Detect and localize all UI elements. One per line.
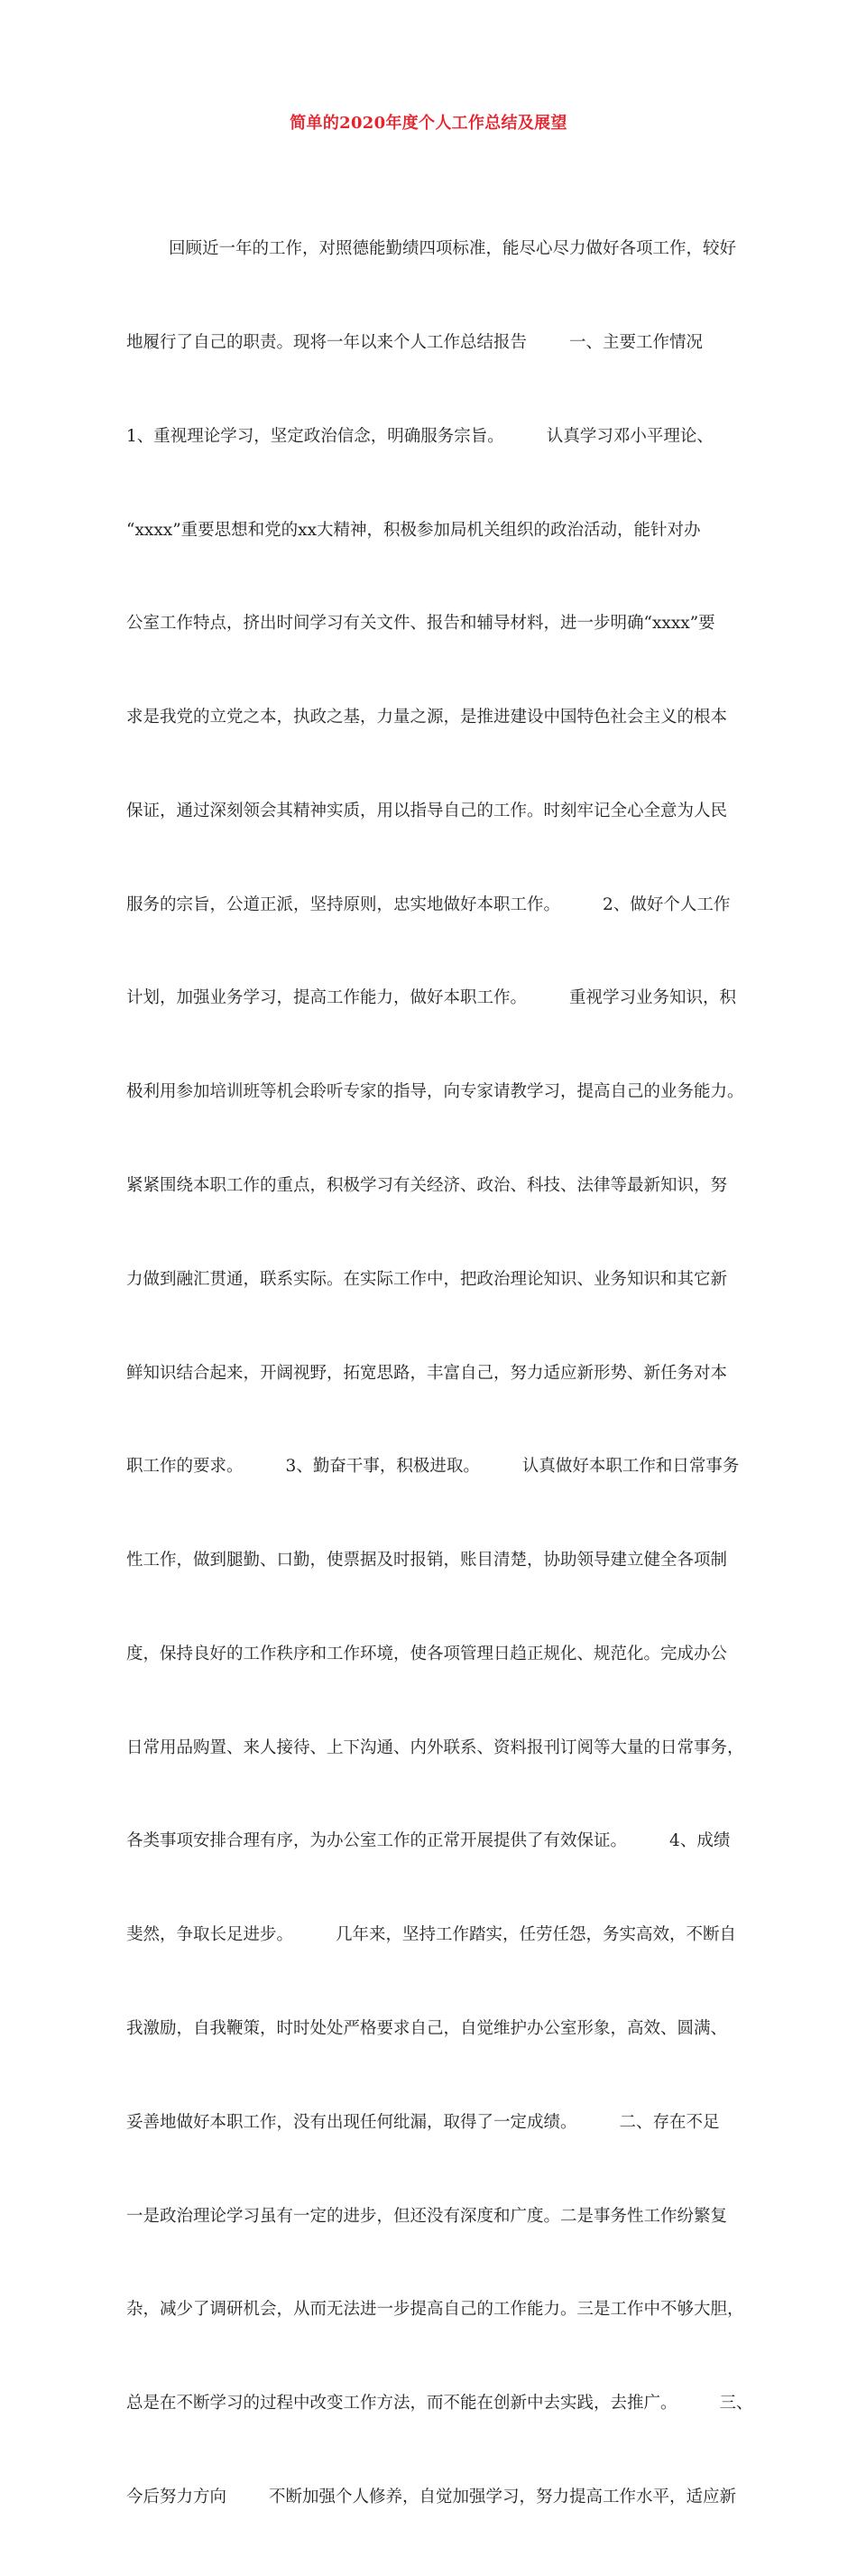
body-line-24: 总是在不断学习的过程中改变工作方法，而不能在创新中去实践，去推广。 三、 (126, 2394, 753, 2414)
body-line-18: 各类事项安排合理有序，为办公室工作的正常开展提供了有效保证。 4、成绩 (126, 1831, 731, 1851)
body-line-7: 保证，通过深刻领会其精神实质，用以指导自己的工作。时刻牢记全心全意为人民 (126, 801, 728, 820)
body-line-13: 鲜知识结合起来，开阔视野，拓宽思路，丰富自己，努力适应新形势、新任务对本 (126, 1363, 728, 1383)
body-line-25: 今后努力方向 不断加强个人修养，自觉加强学习，努力提高工作水平，适应新 (126, 2487, 737, 2507)
body-line-14: 职工作的要求。 3、勤奋干事，积极进取。 认真做好本职工作和日常事务 (126, 1457, 740, 1477)
body-line-23: 杂，减少了调研机会，从而无法进一步提高自己的工作能力。三是工作中不够大胆， (126, 2300, 744, 2320)
document-title: 简单的2020年度个人工作总结及展望 (290, 114, 567, 133)
document-body (126, 171, 753, 2576)
body-line-16: 度，保持良好的工作秩序和工作环境，使各项管理日趋正规化、规范化。完成办公 (126, 1644, 728, 1663)
body-line-21: 妥善地做好本职工作，没有出现任何纰漏，取得了一定成绩。 二、存在不足 (126, 2112, 720, 2132)
body-line-20: 我激励，自我鞭策，时时处处严格要求自己，自觉维护办公室形象，高效、圆满、 (126, 2019, 728, 2039)
body-line-11: 紧紧围绕本职工作的重点，积极学习有关经济、政治、科技、法律等最新知识，努 (126, 1176, 728, 1195)
body-line-17: 日常用品购置、来人接待、上下沟通、内外联系、资料报刊订阅等大量的日常事务， (126, 1737, 744, 1757)
body-line-4: “xxxx”重要思想和党的xx大精神，积极参加局机关组织的政治活动，能针对办 (126, 520, 701, 540)
body-line-3: 1、重视理论学习，坚定政治信念，明确服务宗旨。 认真学习邓小平理论、 (126, 426, 714, 446)
body-line-6: 求是我党的立党之本，执政之基，力量之源，是推进建设中国特色社会主义的根本 (126, 708, 728, 727)
body-line-19: 斐然，争取长足进步。 几年来，坚持工作踏实，任劳任怨，务实高效，不断自 (126, 1925, 737, 1945)
body-line-8: 服务的宗旨，公道正派，坚持原则，忠实地做好本职工作。 2、做好个人工作 (126, 894, 731, 914)
body-line-9: 计划，加强业务学习，提高工作能力，做好本职工作。 重视学习业务知识，积 (126, 988, 737, 1008)
body-line-5: 公室工作特点，挤出时间学习有关文件、报告和辅导材料，进一步明确“xxxx”要 (126, 614, 715, 634)
body-line-12: 力做到融汇贯通，联系实际。在实际工作中，把政治理论知识、业务知识和其它新 (126, 1269, 728, 1289)
body-line-1: 回顾近一年的工作，对照德能勤绩四项标准，能尽心尽力做好各项工作，较好 (126, 239, 737, 259)
body-line-22: 一是政治理论学习虽有一定的进步，但还没有深度和广度。二是事务性工作纷繁复 (126, 2206, 728, 2226)
body-line-10: 极利用参加培训班等机会聆听专家的指导，向专家请教学习，提高自己的业务能力。 (126, 1082, 744, 1102)
body-line-2: 地履行了自己的职责。现将一年以来个人工作总结报告 一、主要工作情况 (126, 332, 704, 352)
body-line-15: 性工作，做到腿勤、口勤，使票据及时报销，账目清楚，协助领导建立健全各项制 (126, 1551, 728, 1571)
